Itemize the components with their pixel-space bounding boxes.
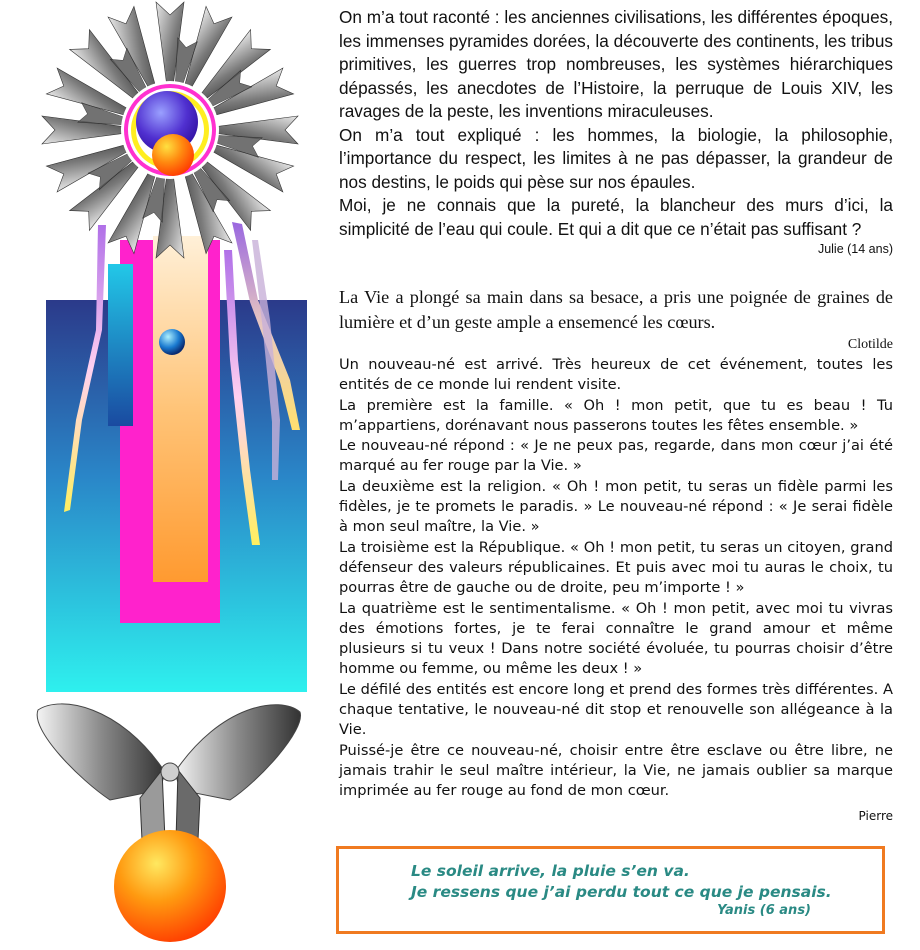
paragraph: Le nouveau-né répond : « Je ne peux pas, regarde, dans mon cœur j’ai été marqué au fer rouge par la Vie. » — [339, 437, 893, 475]
poem-line: Je ressens que j’ai perdu tout ce que je pensais. — [411, 883, 832, 901]
author-signature: Pierre — [858, 808, 893, 823]
author-signature: Yanis (6 ans) — [717, 903, 811, 918]
paragraph: Un nouveau-né est arrivé. Très heureux de cet événement, toutes les entités de ce monde lui rendent visite. — [339, 356, 893, 394]
sun-ball — [114, 830, 226, 942]
paragraph: La Vie a plongé sa main dans sa besace, a pris une poignée de graines de lumière et d’un geste ample a ensemencé les cœurs. — [339, 287, 893, 332]
poem-box — [336, 846, 885, 934]
paragraph: Moi, je ne connais que la pureté, la blancheur des murs d’ici, la simplicité de l’eau qui coule. Et qui a dit que ce n’était pas suffisant ? — [339, 195, 893, 239]
paragraph: La quatrième est le sentimentalisme. « Oh ! mon petit, avec moi tu vivras des émotions fortes, je te ferai connaître le grand amour et même plusieurs si tu veux ! Dans notre société évoluée, tu pourras choisir d’être homme ou femme, ou même les deux ! » — [339, 599, 893, 678]
paragraph: Le défilé des entités est encore long et prend des formes très différentes. A chaque tentative, le nouveau-né dit stop et renouvelle son allégeance à la Vie. — [339, 680, 893, 739]
orange-bar — [153, 236, 208, 582]
poem — [411, 861, 832, 919]
text-section-julie — [339, 6, 893, 257]
grey-bow — [37, 704, 300, 840]
paragraph: On m’a tout raconté : les anciennes civilisations, les différentes époques, les immenses pyramides dorées, la découverte des continents, les tribus primitives, les guerres trop nombreuses, les systèmes hiérarchiques dépassés, les anecdotes de l’Histoire, la perruque de Louis XIV, les ravages de la peste, les inventions miraculeuses. — [339, 7, 893, 121]
grey-flower — [42, 2, 298, 258]
author-signature: Clotilde — [847, 337, 893, 352]
paragraph: La troisième est la République. « Oh ! mon petit, tu seras un citoyen, grand défenseur des valeurs républicaines. Et puis avec moi tu auras le choix, tu pourras être de gauche ou de droite, peu m’importe ! » — [339, 538, 893, 597]
blue-bead — [159, 329, 185, 355]
paragraph: La première est la famille. « Oh ! mon petit, que tu es beau ! Tu m’appartiens, dorénavant nous passerons toutes les fêtes ensemble. » — [339, 396, 893, 434]
illustration — [0, 0, 335, 950]
author-signature: Julie (14 ans) — [817, 242, 893, 256]
poem-line: Le soleil arrive, la pluie s’en va. — [411, 862, 690, 880]
paragraph: On m’a tout expliqué : les hommes, la biologie, la philosophie, l’importance du respect, les limites à ne pas dépasser, la grandeur de nos destins, le poids qui pèse sur nos épaules. — [339, 124, 893, 192]
blue-bar — [108, 264, 133, 426]
paragraph: Puissé-je être ce nouveau-né, choisir entre être esclave ou être libre, ne jamais trahir le seul maître intérieur, la Vie, ne jamais oublier sa marque imprimée au fer rouge au fond de mon cœur. — [339, 741, 893, 800]
paragraph: La deuxième est la religion. « Oh ! mon petit, tu seras un fidèle parmi les fidèles, je te promets le paradis. » Le nouveau-né répond : « Je serai fidèle à mon seul maître, la Vie. » — [339, 477, 893, 536]
text-section-clotilde — [339, 285, 893, 355]
text-section-pierre — [339, 355, 893, 825]
